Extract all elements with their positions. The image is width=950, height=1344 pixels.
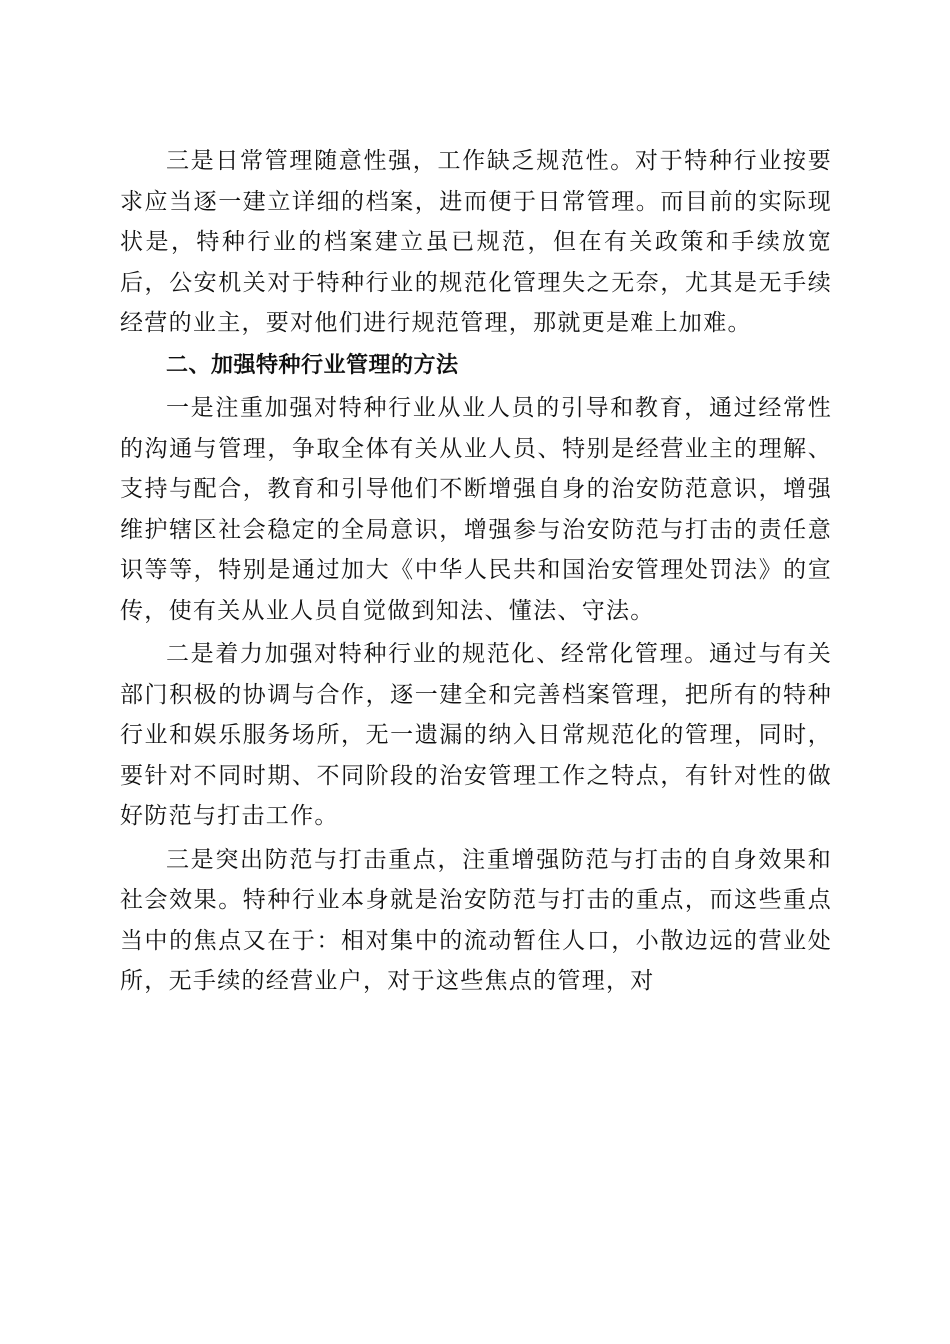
paragraph-daily-management-issue: 三是日常管理随意性强，工作缺乏规范性。对于特种行业按要求应当逐一建立详细的档案，进而便于日常管理。而目前的实际现状是，特种行业的档案建立虽已规范，但在有关政策和手续放宽后，公安机关对于特种行业的规范化管理失之无奈，尤其是无手续经营的业主，要对他们进行规范管理，那就更是难上加难。 bbox=[120, 148, 832, 336]
paragraph-standardized-management: 二是着力加强对特种行业的规范化、经常化管理。通过与有关部门积极的协调与合作，逐一建全和完善档案管理，把所有的特种行业和娱乐服务场所，无一遗漏的纳入日常规范化的管理，同时，要针对不同时期、不同阶段的治安管理工作之特点，有针对性的做好防范与打击工作。 bbox=[120, 641, 832, 829]
paragraph-prevention-focus: 三是突出防范与打击重点，注重增强防范与打击的自身效果和社会效果。特种行业本身就是治安防范与打击的重点，而这些重点当中的焦点又在于：相对集中的流动暂住人口，小散边远的营业处所，无手续的经营业户，对于这些焦点的管理，对 bbox=[120, 846, 832, 994]
section-heading-methods: 二、加强特种行业管理的方法 bbox=[166, 352, 459, 378]
document-page bbox=[120, 141, 832, 1002]
paragraph-education-guidance: 一是注重加强对特种行业从业人员的引导和教育，通过经常性的沟通与管理，争取全体有关从业人员、特别是经营业主的理解、支持与配合，教育和引导他们不断增强自身的治安防范意识，增强维护辖区社会稳定的全局意识，增强参与治安防范与打击的责任意识等等，特别是通过加大《中华人民共和国治安管理处罚法》的宣传，使有关从业人员自觉做到知法、懂法、守法。 bbox=[120, 395, 832, 624]
